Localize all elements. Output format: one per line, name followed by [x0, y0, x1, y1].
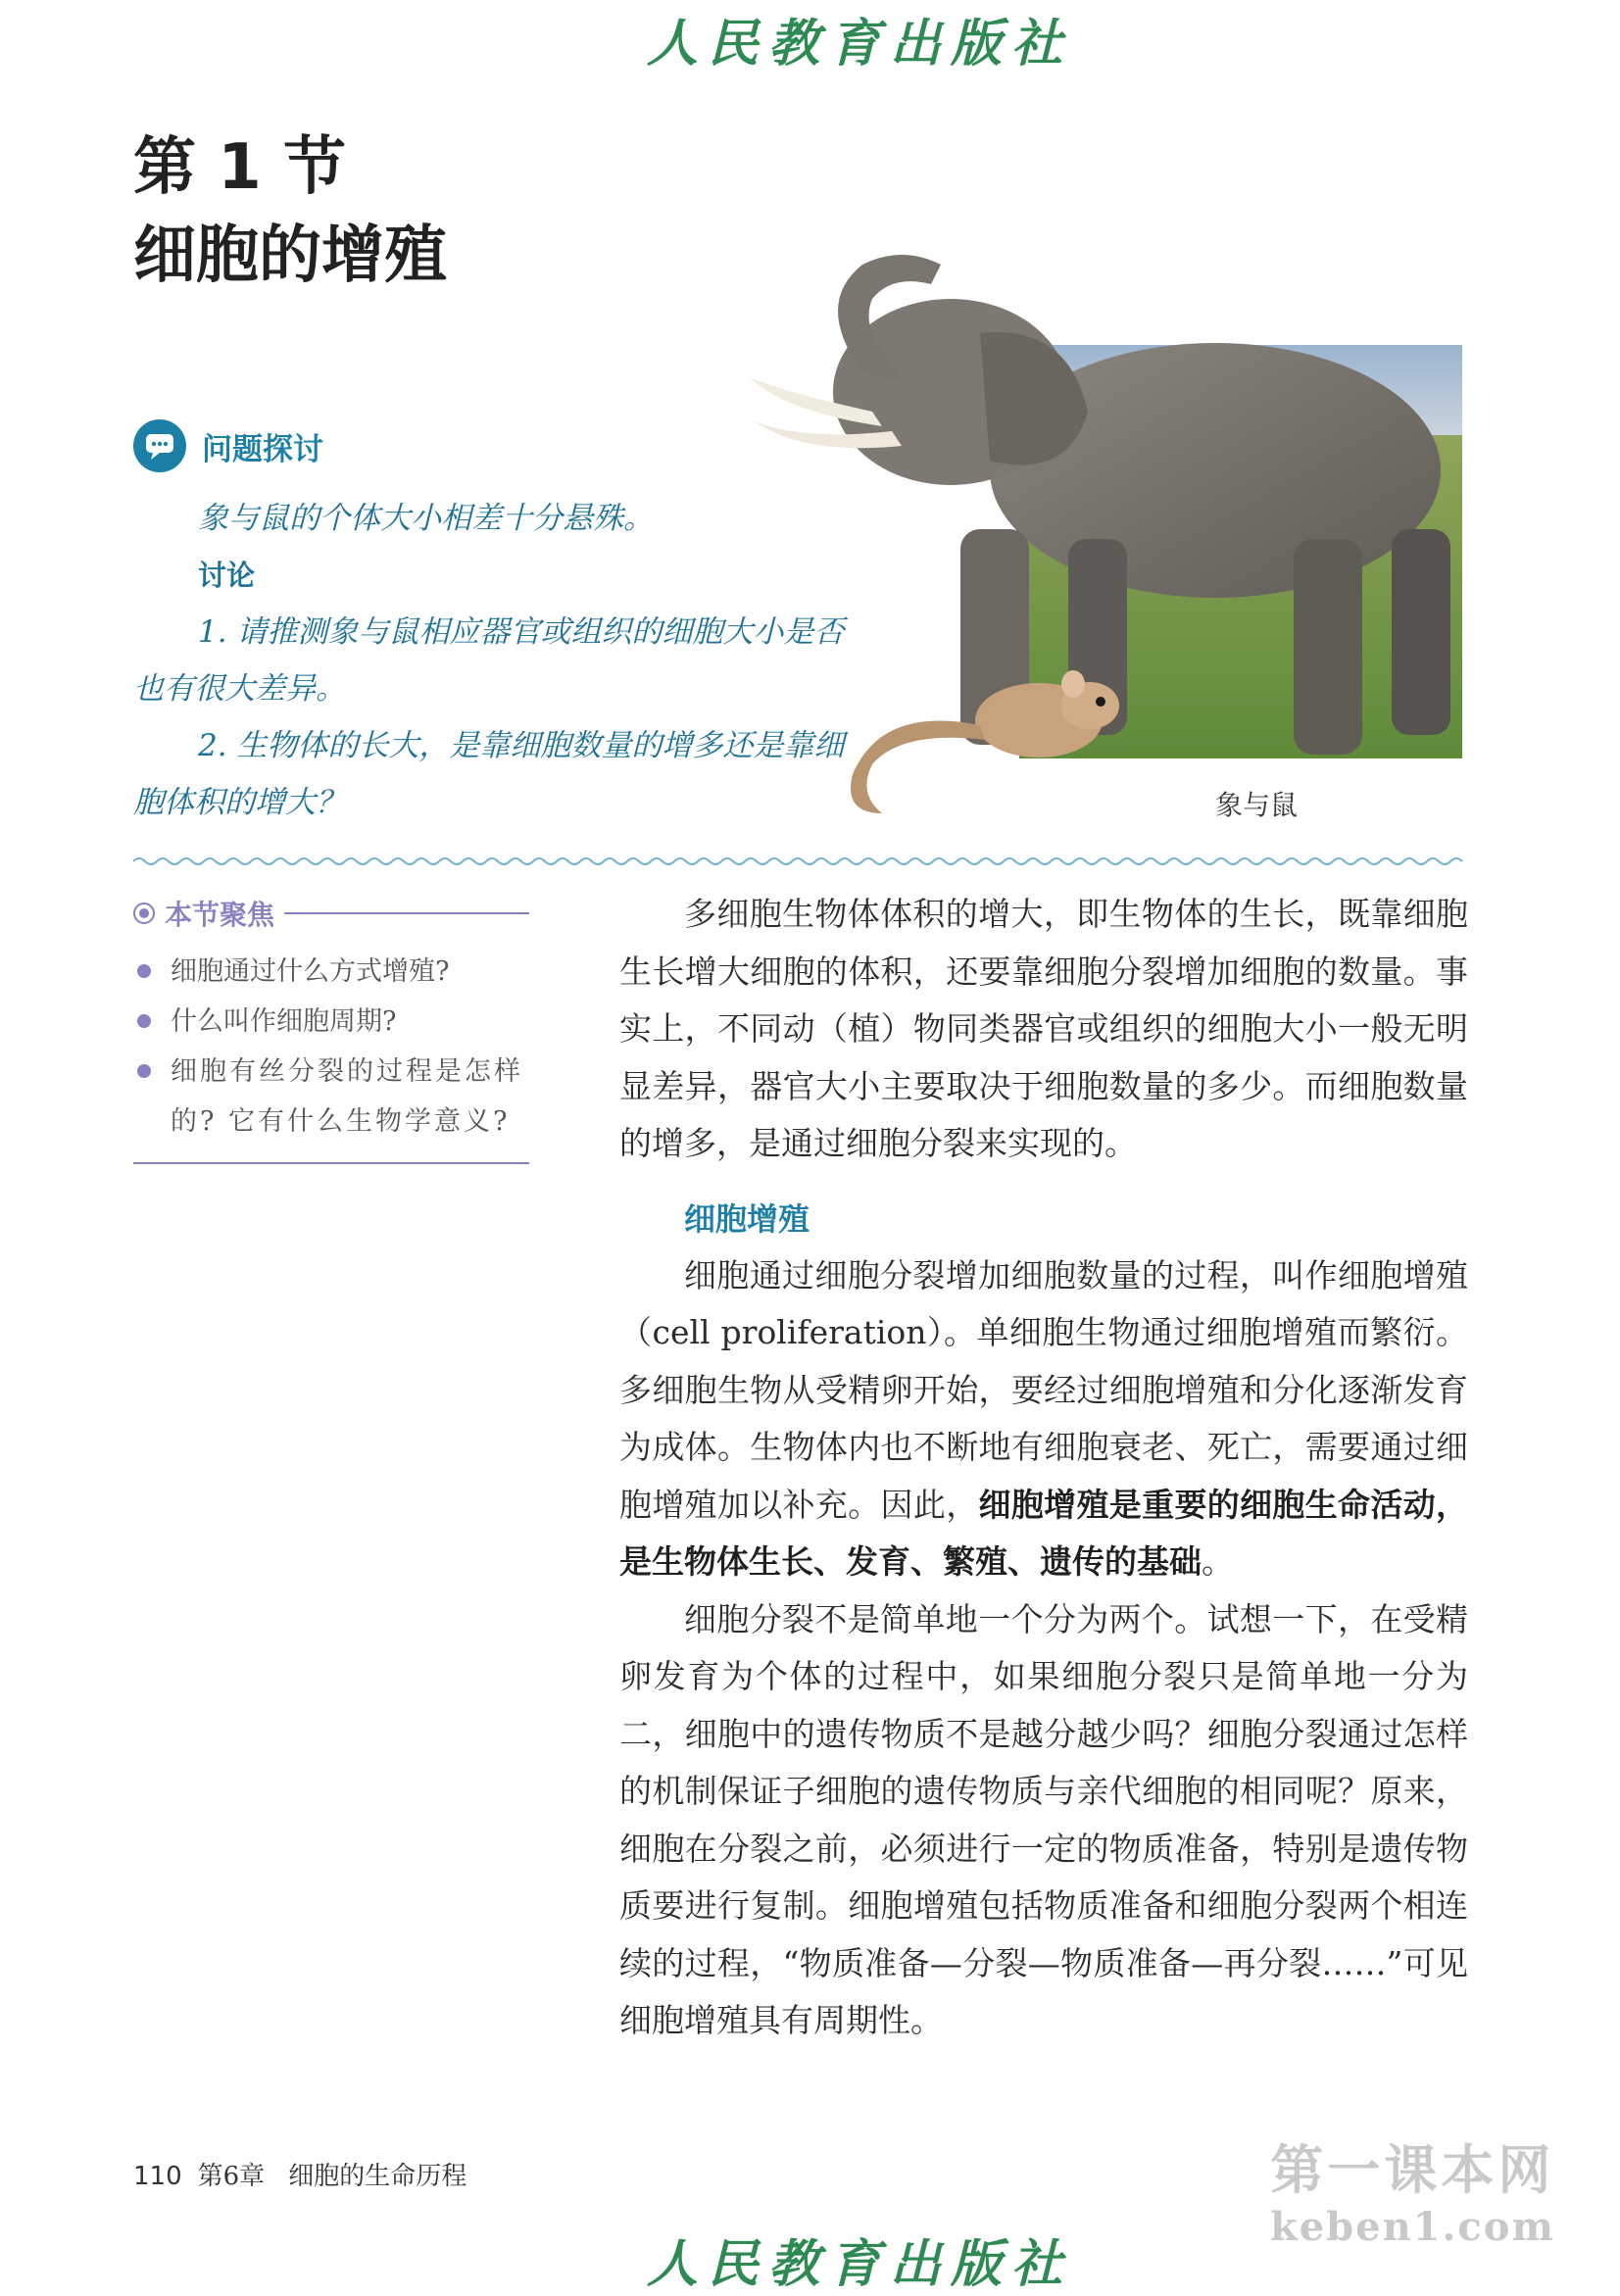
section-title-block: [133, 123, 447, 300]
site-watermark: [1270, 2128, 1555, 2250]
focus-heading: 本节聚焦: [165, 899, 275, 931]
paragraph-1: 多细胞生物体体积的增大，即生物体的生长，既靠细胞生长增大细胞的体积，还要靠细胞分裂增加细胞的数量。事实上，不同动（植）物同类器官或组织的细胞大小一般无明显差异，器官大小主要取决于细胞数量的多少。而细胞数量的增多，是通过细胞分裂来实现的。: [619, 895, 1468, 1162]
target-circle-icon: [133, 903, 155, 924]
main-text: [619, 886, 1468, 2050]
dot-bullet-icon: [137, 1064, 151, 1078]
question-2: 2. 生物体的长大，是靠细胞数量的增多还是靠细胞体积的增大？: [133, 728, 845, 820]
speech-bubble-icon: [133, 419, 186, 472]
problem-heading-row: [133, 419, 323, 472]
focus-item: 什么叫作细胞周期?: [133, 997, 529, 1047]
focus-heading-rule: [284, 912, 529, 914]
chapter-label: 第6章: [197, 2162, 266, 2191]
focus-heading-row: [133, 894, 529, 933]
focus-list: [133, 947, 529, 1147]
figure-caption: 象与鼠: [1215, 789, 1299, 821]
section-number: 第 1 节: [133, 131, 347, 204]
publisher-logo-text: 人民教育出版社: [647, 2234, 1073, 2294]
focus-item: 细胞通过什么方式增殖?: [133, 947, 529, 997]
problem-heading: 问题探讨: [202, 431, 323, 467]
dot-bullet-icon: [137, 964, 151, 978]
section-title: 细胞的增殖: [133, 220, 447, 292]
chapter-title: 细胞的生命历程: [288, 2162, 467, 2191]
page-number: 110: [133, 2162, 182, 2191]
question-1: 1. 请推测象与鼠相应器官或组织的细胞大小是否也有很大差异。: [133, 614, 845, 707]
paragraph-2: 细胞通过细胞分裂增加细胞数量的过程，叫作细胞增殖（cell proliferation）。单细胞生物通过细胞增殖而繁衍。多细胞生物从受精卵开始，要经过细胞增殖和分化逐渐发育为成体。生物体内也不断地有细胞衰老、死亡，需要通过细胞增殖加以补充。因此，细胞增殖是重要的细胞生命活动，是生物体生长、发育、繁殖、遗传的基础。: [619, 1255, 1469, 1581]
watermark-line-2: keben1.com: [1270, 2204, 1555, 2250]
dot-bullet-icon: [137, 1014, 151, 1028]
focus-bottom-rule: [133, 1162, 529, 1164]
key-statement: 细胞增殖是重要的细胞生命活动，是生物体生长、发育、繁殖、遗传的基础: [619, 1485, 1469, 1581]
publisher-logo-text: 人民教育出版社: [647, 14, 1073, 73]
wavy-divider: [133, 855, 1468, 868]
page-footer: [133, 2156, 466, 2192]
focus-box: [133, 894, 529, 1164]
problem-intro: 象与鼠的个体大小相差十分悬殊。: [198, 501, 654, 536]
problem-body: [133, 490, 868, 831]
watermark-line-1: 第一课本网: [1270, 2139, 1555, 2201]
discussion-label: 讨论: [198, 559, 256, 592]
publisher-logo-bottom: [647, 2223, 1072, 2296]
publisher-logo: [647, 2, 1072, 75]
subheading-cell-proliferation: 细胞增殖: [684, 1199, 810, 1238]
focus-item: 细胞有丝分裂的过程是怎样的? 它有什么生物学意义?: [133, 1047, 529, 1147]
paragraph-3: 细胞分裂不是简单地一个分为两个。试想一下，在受精卵发育为个体的过程中，如果细胞分裂只是简单地一分为二，细胞中的遗传物质不是越分越少吗？细胞分裂通过怎样的机制保证子细胞的遗传物质与亲代细胞的相同呢？原来，细胞在分裂之前，必须进行一定的物质准备，特别是遗传物质要进行复制。细胞增殖包括物质准备和细胞分裂两个相连续的过程，“物质准备—分裂—物质准备—再分裂……”可见细胞增殖具有周期性。: [619, 1599, 1468, 2039]
